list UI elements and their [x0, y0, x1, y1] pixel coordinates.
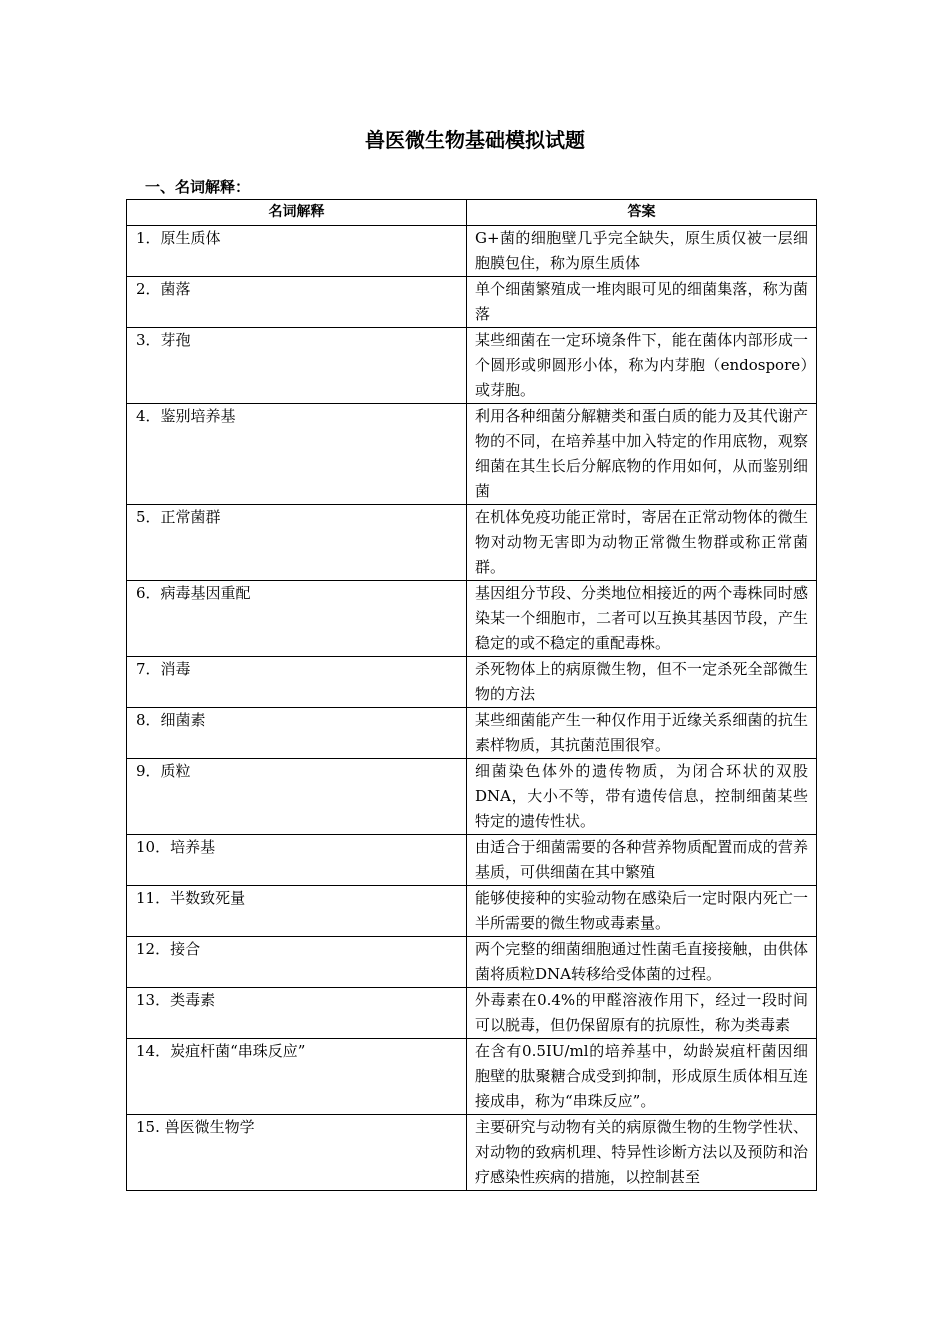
answer-cell: 在机体免疫功能正常时，寄居在正常动物体的微生物对动物无害即为动物正常微生物群或称正常菌群。 — [467, 505, 817, 581]
term-cell: 15. 兽医微生物学 — [127, 1115, 467, 1191]
term-cell: 2．菌落 — [127, 277, 467, 328]
answer-cell: G+菌的细胞壁几乎完全缺失，原生质仅被一层细胞膜包住，称为原生质体 — [467, 226, 817, 277]
table-row — [127, 328, 817, 404]
term-cell: 3．芽孢 — [127, 328, 467, 404]
answer-cell: 单个细菌繁殖成一堆肉眼可见的细菌集落，称为菌落 — [467, 277, 817, 328]
section-heading: 一、名词解释： — [145, 178, 251, 196]
answer-cell: 外毒素在0.4%的甲醛溶液作用下，经过一段时间可以脱毒，但仍保留原有的抗原性，称为类毒素 — [467, 988, 817, 1039]
table-header-row — [127, 200, 817, 226]
answer-cell: 利用各种细菌分解糖类和蛋白质的能力及其代谢产物的不同，在培养基中加入特定的作用底物，观察细菌在其生长后分解底物的作用如何，从而鉴别细菌 — [467, 404, 817, 505]
table-row — [127, 886, 817, 937]
answer-cell: 细菌染色体外的遗传物质，为闭合环状的双股DNA，大小不等，带有遗传信息，控制细菌某些特定的遗传性状。 — [467, 759, 817, 835]
term-cell: 5．正常菌群 — [127, 505, 467, 581]
table-row — [127, 277, 817, 328]
term-cell: 9．质粒 — [127, 759, 467, 835]
term-cell: 4．鉴别培养基 — [127, 404, 467, 505]
table-row — [127, 1039, 817, 1115]
table-row — [127, 505, 817, 581]
term-cell: 8．细菌素 — [127, 708, 467, 759]
table-row — [127, 581, 817, 657]
table-row — [127, 937, 817, 988]
term-cell: 6．病毒基因重配 — [127, 581, 467, 657]
table-row — [127, 657, 817, 708]
term-cell: 13．类毒素 — [127, 988, 467, 1039]
term-cell: 12．接合 — [127, 937, 467, 988]
answer-cell: 某些细菌能产生一种仅作用于近缘关系细菌的抗生素样物质，其抗菌范围很窄。 — [467, 708, 817, 759]
answer-cell: 杀死物体上的病原微生物，但不一定杀死全部微生物的方法 — [467, 657, 817, 708]
glossary-table — [126, 199, 817, 1191]
term-cell: 11．半数致死量 — [127, 886, 467, 937]
answer-cell: 主要研究与动物有关的病原微生物的生物学性状、对动物的致病机理、特异性诊断方法以及预防和治疗感染性疾病的措施，以控制甚至 — [467, 1115, 817, 1191]
table-row — [127, 759, 817, 835]
term-cell: 10．培养基 — [127, 835, 467, 886]
table-row — [127, 226, 817, 277]
table-row — [127, 404, 817, 505]
header-term: 名词解释 — [127, 200, 467, 226]
term-cell: 1．原生质体 — [127, 226, 467, 277]
header-answer: 答案 — [467, 200, 817, 226]
answer-cell: 由适合于细菌需要的各种营养物质配置而成的营养基质，可供细菌在其中繁殖 — [467, 835, 817, 886]
table-row — [127, 835, 817, 886]
answer-cell: 某些细菌在一定环境条件下，能在菌体内部形成一个圆形或卵圆形小体，称为内芽胞（endospore）或芽胞。 — [467, 328, 817, 404]
answer-cell: 能够使接种的实验动物在感染后一定时限内死亡一半所需要的微生物或毒素量。 — [467, 886, 817, 937]
answer-cell: 基因组分节段、分类地位相接近的两个毒株同时感染某一个细胞市，二者可以互换其基因节段，产生稳定的或不稳定的重配毒株。 — [467, 581, 817, 657]
term-cell: 14．炭疽杆菌“串珠反应” — [127, 1039, 467, 1115]
answer-cell: 两个完整的细菌细胞通过性菌毛直接接触，由供体菌将质粒DNA转移给受体菌的过程。 — [467, 937, 817, 988]
table-row — [127, 1115, 817, 1191]
table-row — [127, 708, 817, 759]
table-row — [127, 988, 817, 1039]
answer-cell: 在含有0.5IU/ml的培养基中，幼龄炭疽杆菌因细胞壁的肽聚糖合成受到抑制，形成原生质体相互连接成串，称为“串珠反应”。 — [467, 1039, 817, 1115]
document-title: 兽医微生物基础模拟试题 — [365, 128, 585, 152]
term-cell: 7．消毒 — [127, 657, 467, 708]
